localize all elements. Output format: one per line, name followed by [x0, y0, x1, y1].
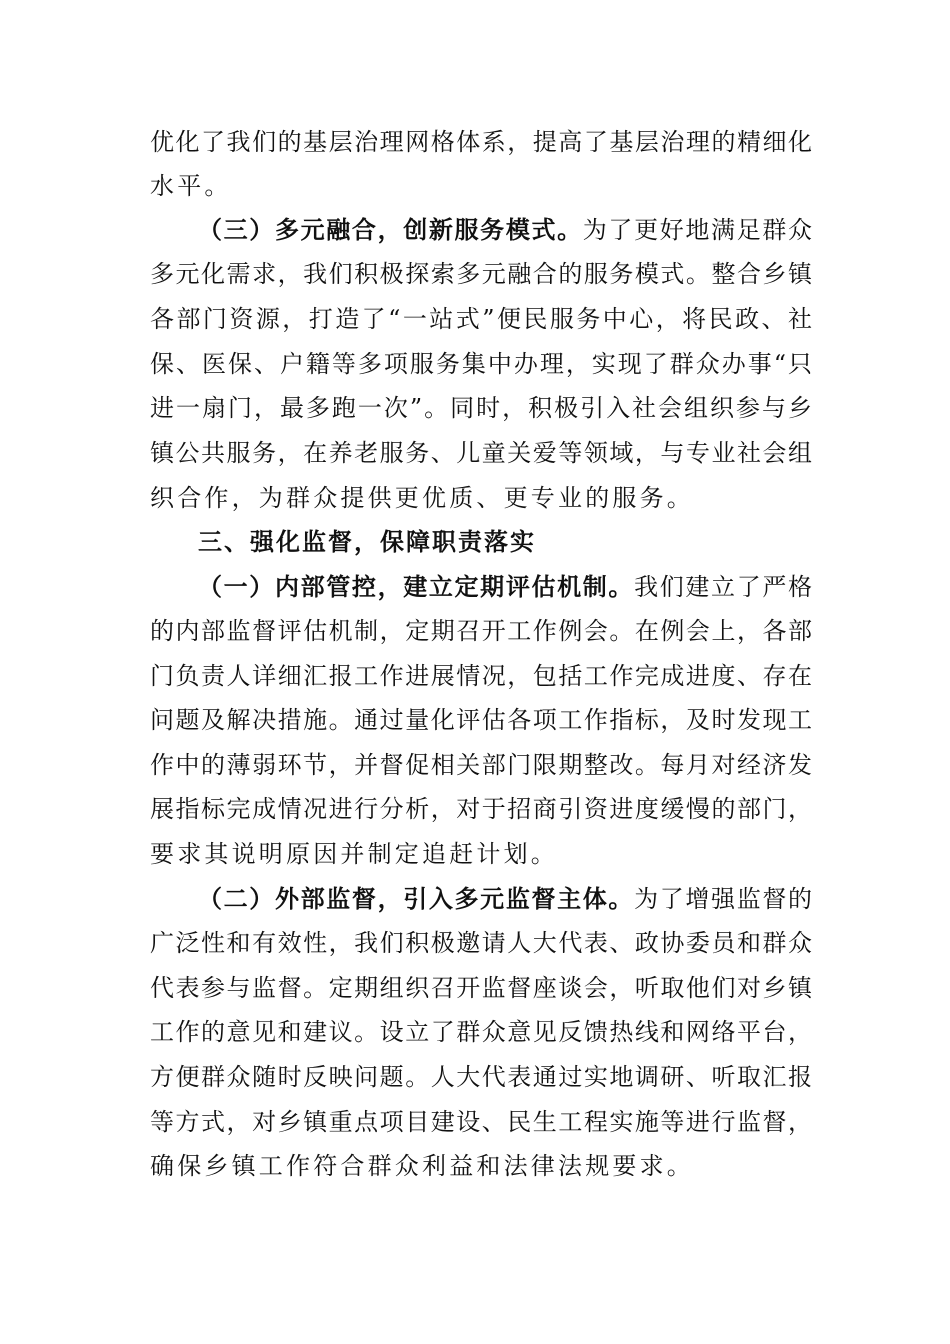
subheading-line	[198, 208, 812, 252]
subheading-text: 为了更好地满足群众	[582, 216, 812, 244]
body-line: 进一扇门，最多跑一次”。同时，积极引入社会组织参与乡	[150, 394, 812, 422]
body-line: 确保乡镇工作符合群众利益和法律法规要求。	[150, 1152, 694, 1180]
body-line: 镇公共服务，在养老服务、儿童关爱等领域，与专业社会组	[150, 439, 812, 467]
body-line: 作中的薄弱环节，并督促相关部门限期整改。每月对经济发	[150, 751, 812, 779]
section-heading: 三、强化监督，保障职责落实	[198, 528, 536, 556]
subheading-text: 为了增强监督的	[634, 885, 813, 913]
body-line: 广泛性和有效性，我们积极邀请人大代表、政协委员和群众	[150, 929, 812, 957]
subheading-line	[198, 877, 812, 921]
body-line: 问题及解决措施。通过量化评估各项工作指标，及时发现工	[150, 706, 812, 734]
subheading-text: 我们建立了严格	[634, 573, 813, 601]
body-line: 各部门资源，打造了“一站式”便民服务中心，将民政、社	[150, 305, 812, 333]
body-line: 要求其说明原因并制定追赶计划。	[150, 840, 558, 868]
body-line: 优化了我们的基层治理网格体系，提高了基层治理的精细化	[150, 128, 812, 156]
body-line: 门负责人详细汇报工作进展情况，包括工作完成进度、存在	[150, 662, 812, 690]
body-line: 代表参与监督。定期组织召开监督座谈会，听取他们对乡镇	[150, 974, 812, 1002]
body-line: 工作的意见和建议。设立了群众意见反馈热线和网络平台，	[150, 1018, 812, 1046]
subheading-line	[198, 565, 812, 609]
body-line: 多元化需求，我们积极探索多元融合的服务模式。整合乡镇	[150, 260, 812, 288]
subheading-title: （三）多元融合，创新服务模式。	[198, 216, 583, 244]
body-line: 保、医保、户籍等多项服务集中办理，实现了群众办事“只	[150, 350, 812, 378]
subheading-title: （一）内部管控，建立定期评估机制。	[198, 573, 635, 601]
body-line: 的内部监督评估机制，定期召开工作例会。在例会上，各部	[150, 617, 812, 645]
body-line: 展指标完成情况进行分析，对于招商引资进度缓慢的部门，	[150, 795, 812, 823]
body-line: 织合作，为群众提供更优质、更专业的服务。	[150, 484, 694, 512]
subheading-title: （二）外部监督，引入多元监督主体。	[198, 885, 635, 913]
body-line: 水平。	[150, 172, 232, 200]
body-line: 等方式，对乡镇重点项目建设、民生工程实施等进行监督，	[150, 1108, 812, 1136]
body-line: 方便群众随时反映问题。人大代表通过实地调研、听取汇报	[150, 1063, 812, 1091]
